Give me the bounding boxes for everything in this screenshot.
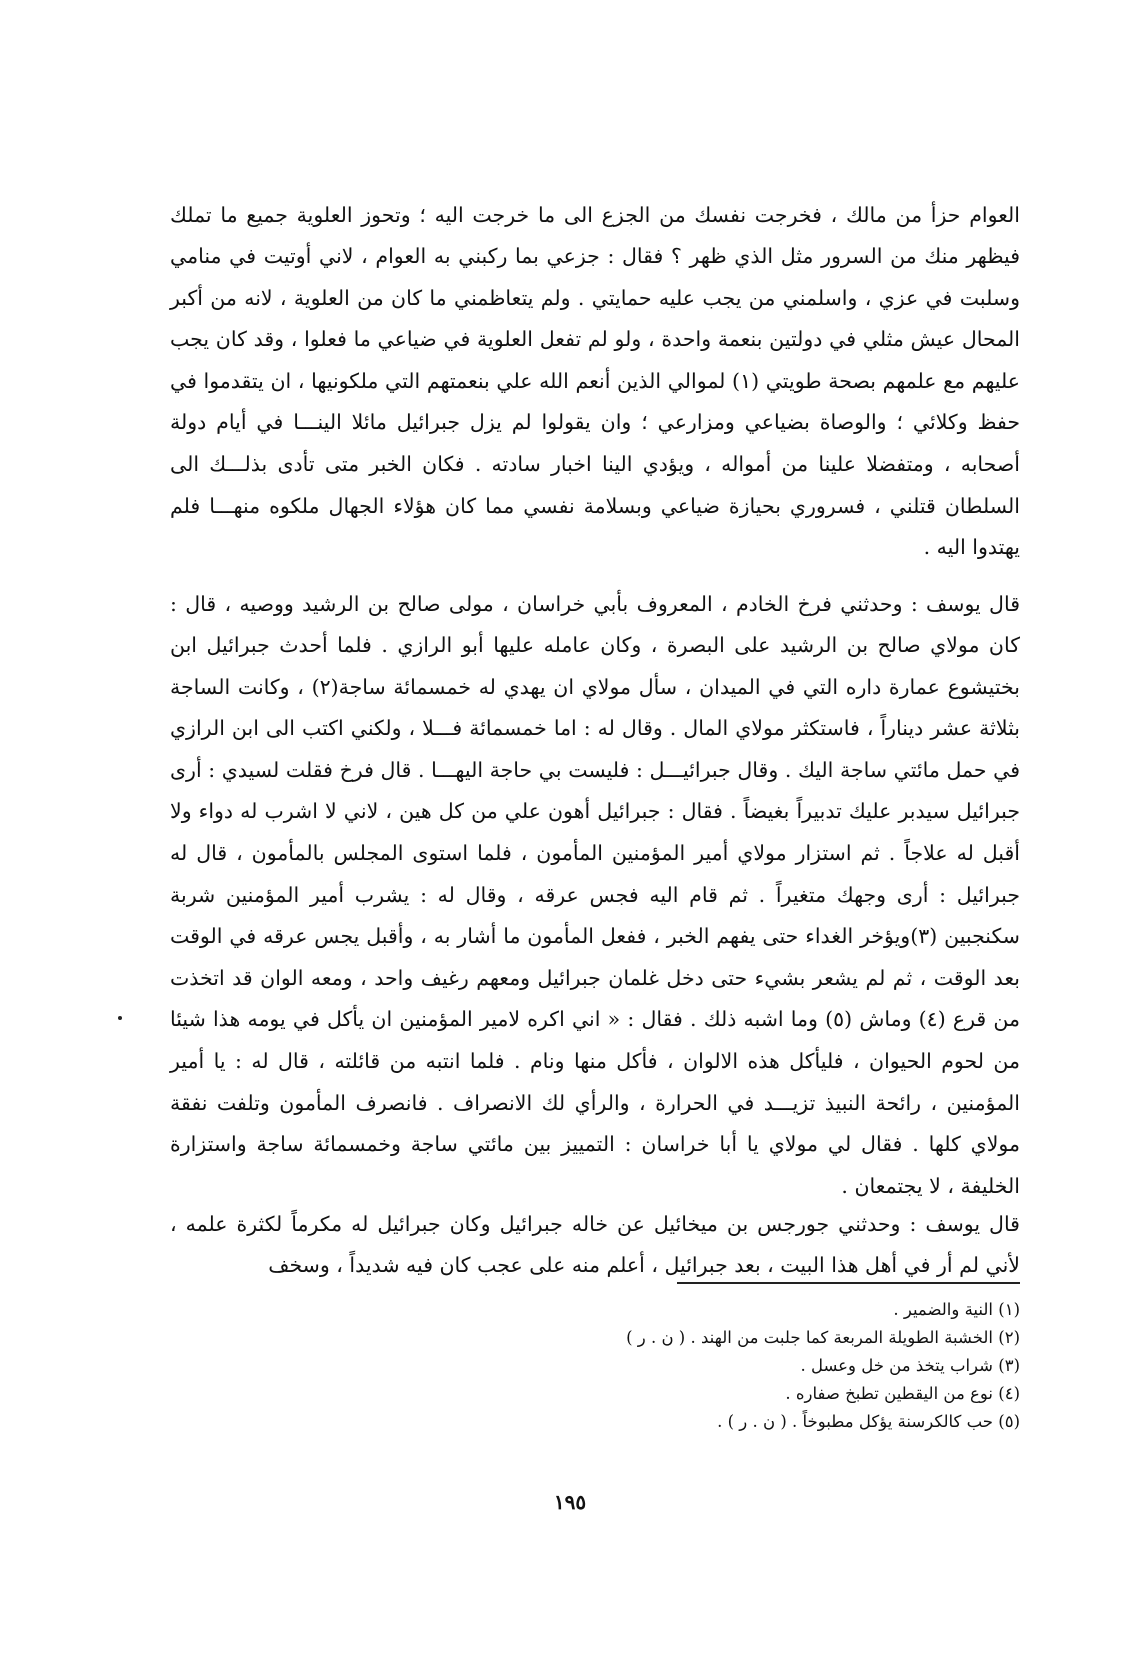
footnote-2: (٢) الخشبة الطويلة المربعة كما جلبت من الهند . ( ن . ر ) [626, 1328, 1020, 1347]
footnote-3: (٣) شراب يتخذ من خل وعسل . [800, 1356, 1020, 1375]
footnote-1: (١) النية والضمير . [893, 1300, 1020, 1319]
body-paragraph-1: العوام حزأ من مالك ، فخرجت نفسك من الجزع الى ما خرجت اليه ؛ وتحوز العلوية جميع ما تملك فيظهر منك من السرور مثل الذي ظهر ؟ فقال : جزعي بما ركبني به العوام ، لاني أوتيت في منامي وسلبت في عزي ، واسلمني من يجب عليه حمايتي . ولم يتعاظمني ما كان من العلوية ، لانه من أكبر المحال عيش مثلي في دولتين بنعمة واحدة ، ولو لم تفعل العلوية في ضياعي ما فعلوا ، وقد كان يجب عليهم مع علمهم بصحة طويتي (١) لموالي الذين أنعم الله علي بنعمتهم التي ملكونيها ، ان يتقدموا في حفظ وكلائي ؛ والوصاة بضياعي ومزارعي ؛ وان يقولوا لم يزل جبرائيل مائلا الينـــا في أيام دولة أصحابه ، ومتفضلا علينا من أمواله ، ويؤدي الينا اخبار سادته . فكان الخبر متى تأدى بذلـــك الى السلطان قتلني ، فسروري بحيازة ضياعي وبسلامة نفسي مما كان هؤلاء الجهال ملكوه منهـــا فلم يهتدوا اليه . [170, 202, 1020, 560]
body-paragraph-3: قال يوسف : وحدثني جورجس بن ميخائيل عن خاله جبرائيل وكان جبرائيل له مكرماً لكثرة علمه ، لأني لم أر في أهل هذا البيت ، بعد جبرائيل ، أعلم منه على عجب كان فيه شديداً ، وسخف [170, 1211, 1020, 1278]
footnote-5: (٥) حب كالكرسنة يؤكل مطبوخاً . ( ن . ر ) . [717, 1412, 1020, 1431]
footnotes [540, 1296, 1020, 1436]
footnote-divider [677, 1282, 1020, 1284]
scan-speck [118, 1016, 122, 1020]
body-paragraph-2: قال يوسف : وحدثني فرخ الخادم ، المعروف بأبي خراسان ، مولى صالح بن الرشيد ووصيه ، قال : كان مولاي صالح بن الرشيد على البصرة ، وكان عامله عليها أبو الرازي . فلما أحدث جبرائيل ابن بختيشوع عمارة داره التي في الميدان ، سأل مولاي ان يهدي له خمسمائة ساجة(٢) ، وكانت الساجة بثلاثة عشر ديناراً ، فاستكثر مولاي المال . وقال له : اما خمسمائة فـــلا ، ولكني اكتب الى ابن الرازي في حمل مائتي ساجة اليك . وقال جبرائيـــل : فليست بي حاجة اليهـــا . قال فرخ فقلت لسيدي : أرى جبرائيل سيدبر عليك تدبيراً بغيضاً . فقال : جبرائيل أهون علي من كل هين ، لاني لا اشرب له دواء ولا أقبل له علاجاً . ثم استزار مولاي أمير المؤمنين المأمون ، فلما استوى المجلس بالمأمون ، قال له جبرائيل : أرى وجهك متغيراً . ثم قام اليه فجس عرقه ، وقال له : يشرب أمير المؤمنين شربة سكنجبين (٣)ويؤخر الغداء حتى يفهم الخبر ، ففعل المأمون ما أشار به ، وأقبل يجس عرقه في الوقت بعد الوقت ، ثم لم يشعر بشيء حتى دخل غلمان جبرائيل ومعهم رغيف واحد ، ومعه الوان قد اتخذت من قرع (٤) وماش (٥) وما اشبه ذلك . فقال : « اني اكره لامير المؤمنين ان يأكل في يومه هذا شيئا من لحوم الحيوان ، فليأكل هذه الالوان ، فأكل منها ونام . فلما انتبه من قائلته ، قال له : يا أمير المؤمنين ، رائحة النبيذ تزيـــد في الحرارة ، والرأي لك الانصراف . فانصرف المأمون وتلفت نفقة مولاي كلها . فقال لي مولاي يا أبا خراسان : التمييز بين مائتي ساجة وخمسمائة ساجة واستزارة الخليفة ، لا يجتمعان . [170, 591, 1021, 1198]
page-number: ١٩٥ [553, 1490, 587, 1514]
footnote-4: (٤) نوع من اليقطين تطبخ صفاره . [785, 1384, 1020, 1403]
